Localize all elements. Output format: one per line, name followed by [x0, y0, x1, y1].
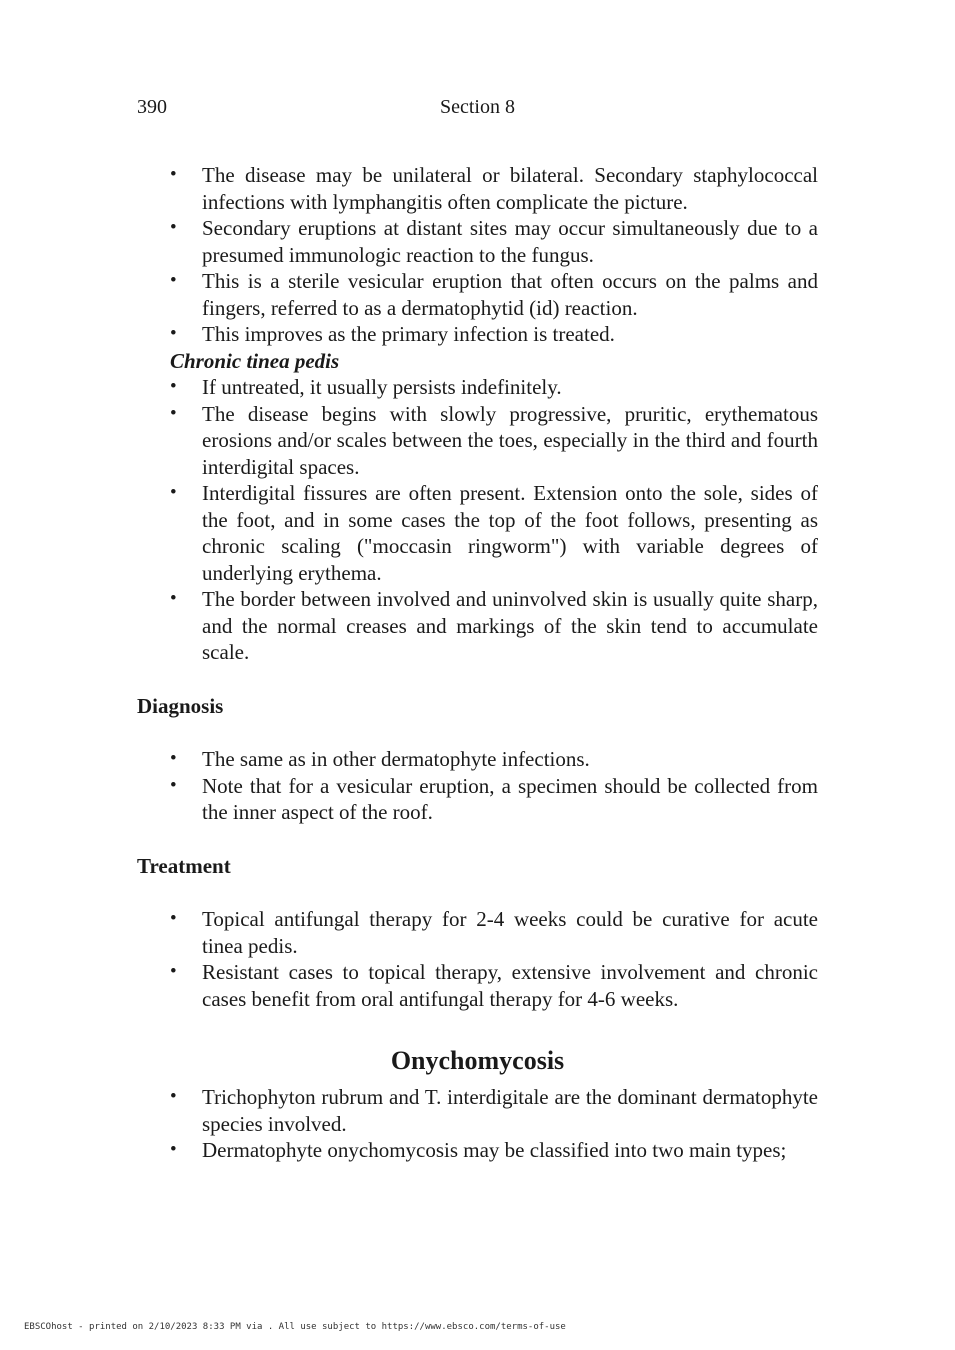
bullet-list-treatment	[137, 906, 818, 1012]
list-item-text: Note that for a vesicular eruption, a specimen should be collected from the inner aspect of the roof.	[202, 773, 818, 824]
list-item-text: Dermatophyte onychomycosis may be classified into two main types;	[202, 1138, 787, 1162]
bullet-icon: •	[170, 402, 177, 424]
list-item	[137, 773, 818, 826]
list-item	[137, 401, 818, 481]
bullet-icon: •	[170, 217, 177, 238]
list-item-text: The same as in other dermatophyte infections.	[202, 747, 590, 771]
heading-treatment: Treatment	[137, 853, 231, 878]
bullet-icon: •	[170, 748, 177, 769]
bullet-list-chronic	[137, 374, 818, 666]
bullet-icon: •	[170, 376, 177, 397]
list-item	[137, 321, 818, 348]
list-item-text: The disease begins with slowly progressive, pruritic, erythematous erosions and/or scales between the toes, especially in the third and fourth interdigital spaces.	[202, 401, 818, 479]
bullet-list-onychomycosis	[137, 1084, 818, 1164]
list-item-text: Resistant cases to topical therapy, extensive involvement and chronic cases benefit from oral antifungal therapy for 4-6 weeks.	[202, 960, 818, 1011]
list-item-text: This is a sterile vesicular eruption that often occurs on the palms and fingers, referred to as a dermatophytid (id) reaction.	[202, 269, 818, 320]
list-item	[137, 746, 818, 773]
list-item-text: Interdigital fissures are often present. Extension onto the sole, sides of the foot, and in some cases the top of the foot follows, presenting as chronic scaling ("moccasin ringworm") with variable degrees of underlying erythema.	[202, 481, 818, 585]
list-item	[137, 480, 818, 586]
bullet-icon: •	[170, 1086, 177, 1107]
list-item-text: If untreated, it usually persists indefinitely.	[202, 375, 562, 399]
subheading-chronic-tinea-pedis: Chronic tinea pedis	[170, 348, 340, 373]
bullet-icon: •	[170, 270, 177, 291]
page-body	[137, 162, 818, 1164]
bullet-icon: •	[170, 482, 177, 503]
bullet-icon: •	[170, 323, 177, 344]
heading-diagnosis: Diagnosis	[137, 693, 224, 718]
list-item-text: Trichophyton rubrum and T. interdigitale are the dominant dermatophyte species involved.	[202, 1085, 818, 1136]
bullet-icon: •	[170, 774, 177, 796]
bullet-icon: •	[170, 908, 177, 929]
list-item	[137, 959, 818, 1012]
list-item	[137, 162, 818, 215]
list-item-text: Secondary eruptions at distant sites may occur simultaneously due to a presumed immunologic reaction to the fungus.	[202, 216, 818, 267]
spacer	[137, 879, 818, 906]
bullet-icon: •	[170, 1139, 177, 1160]
list-item-text: The border between involved and uninvolved skin is usually quite sharp, and the normal creases and markings of the skin tend to accumulate scale.	[202, 587, 818, 664]
list-item	[137, 374, 818, 401]
list-item	[137, 1137, 818, 1164]
list-item-text: This improves as the primary infection is treated.	[202, 322, 615, 346]
spacer	[137, 719, 818, 746]
bullet-list-diagnosis	[137, 746, 818, 826]
page-number: 390	[137, 96, 167, 118]
running-head: Section 8	[440, 96, 515, 118]
ebsco-footer: EBSCOhost - printed on 2/10/2023 8:33 PM via . All use subject to https://www.ebsco.com/terms-of-use	[24, 1322, 566, 1332]
list-item	[137, 268, 818, 321]
list-item	[137, 906, 818, 959]
heading-onychomycosis: Onychomycosis	[390, 1046, 565, 1075]
list-item	[137, 1084, 818, 1137]
list-item	[137, 215, 818, 268]
bullet-icon: •	[170, 164, 177, 185]
bullet-list-acute	[137, 162, 818, 348]
bullet-icon: •	[170, 588, 177, 609]
list-item-text: Topical antifungal therapy for 2-4 weeks could be curative for acute tinea pedis.	[202, 907, 818, 958]
list-item	[137, 586, 818, 666]
list-item-text: The disease may be unilateral or bilateral. Secondary staphylococcal infections with lymphangitis often complicate the picture.	[202, 163, 818, 214]
bullet-icon: •	[170, 961, 177, 982]
